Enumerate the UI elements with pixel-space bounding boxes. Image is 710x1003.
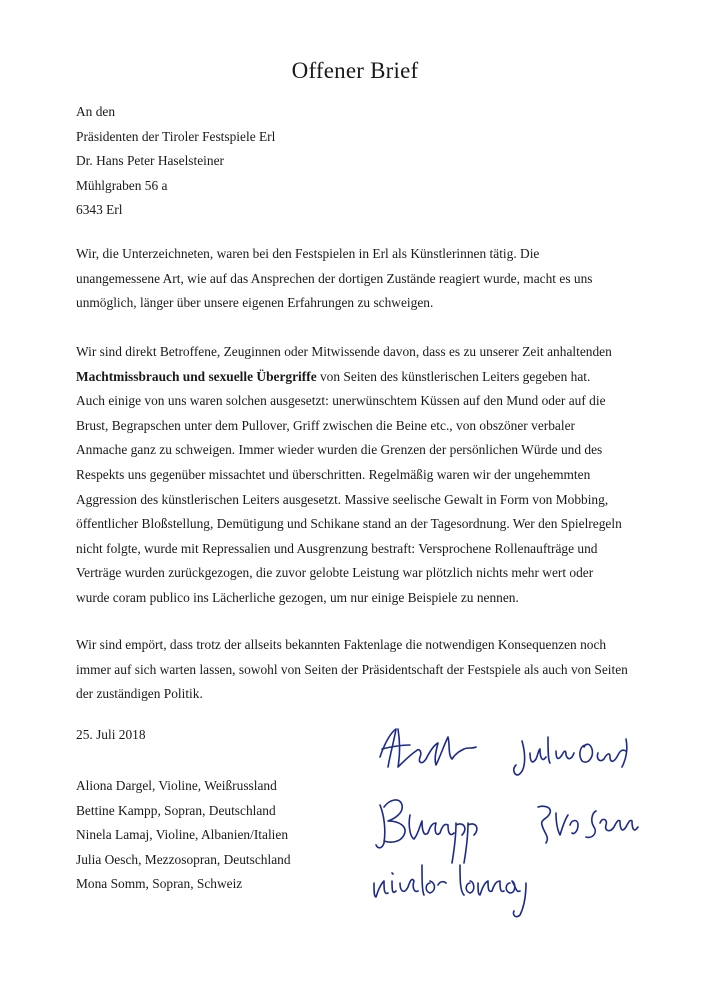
paragraph-abuse	[76, 340, 642, 611]
signer-line: Aliona Dargel, Violine, Weißrussland	[76, 778, 277, 793]
signature-somm	[538, 806, 638, 843]
signer-list	[76, 774, 291, 897]
address-line: Mühlgraben 56 a	[76, 177, 168, 193]
signature-lamaj	[374, 865, 526, 917]
text-line: unangemessene Art, wie auf das Ansprechen der dortigen Zustände reagiert wurde, macht es uns	[76, 270, 593, 286]
text-line: der zuständigen Politik.	[76, 686, 203, 702]
text-line: Aggression des künstlerischen Leiters ausgesetzt. Massive seelische Gewalt in Form von Mobbing,	[76, 491, 609, 507]
address-line: Präsidenten der Tiroler Festspiele Erl	[76, 128, 276, 144]
handwritten-signatures	[360, 715, 650, 930]
signature-oesch	[514, 737, 627, 775]
recipient-address	[76, 100, 642, 223]
paragraph-outrage	[76, 633, 642, 707]
signature-dargel	[380, 729, 476, 767]
text-line: Verträge wurden zurückgezogen, die zuvor gelobte Leistung war plötzlich nichts mehr wert oder	[76, 565, 594, 581]
text-line	[76, 365, 642, 390]
text-line: Auch einige von uns waren solchen ausgesetzt: unerwünschtem Küssen auf den Mund oder auf die	[76, 393, 606, 409]
letter-date: 25. Juli 2018	[76, 727, 146, 742]
bold-phrase: Machtmissbrauch und sexuelle Übergriffe	[76, 368, 317, 384]
text-line: unmöglich, länger über unsere eigenen Erfahrungen zu schweigen.	[76, 295, 434, 311]
text-line: öffentlicher Bloßstellung, Demütigung und Schikane stand an der Tagesordnung. Wer den Spielregeln	[76, 516, 622, 532]
signature-kampp	[376, 800, 477, 863]
text-line: Wir sind empört, dass trotz der allseits bekannten Faktenlage die notwendigen Konsequenzen noch	[76, 637, 607, 652]
signatures-svg	[360, 715, 650, 930]
text-line: nicht folgte, wurde mit Repressalien und Ausgrenzung bestraft: Versprochene Rollenaufträge und	[76, 540, 598, 556]
paragraph-intro	[76, 242, 642, 316]
signer-line: Ninela Lamaj, Violine, Albanien/Italien	[76, 827, 289, 843]
address-line: Dr. Hans Peter Haselsteiner	[76, 153, 224, 169]
text-line: Anmache ganz zu schweigen. Immer wieder wurden die Grenzen der persönlichen Würde und des	[76, 442, 603, 458]
text-line: Respekts uns gegenüber missachtet und überschritten. Regelmäßig waren wir der ungehemmten	[76, 466, 591, 482]
signer-line: Bettine Kampp, Sopran, Deutschland	[76, 802, 276, 818]
text-line: immer auf sich warten lassen, sowohl von Seiten der Präsidentschaft der Festspiele als auch von Seiten	[76, 661, 628, 677]
text-line: Wir sind direkt Betroffene, Zeuginnen oder Mitwissende davon, dass es zu unserer Zeit anhaltenden	[76, 344, 612, 359]
letter-title: Offener Brief	[291, 58, 419, 83]
signer-line: Julia Oesch, Mezzosopran, Deutschland	[76, 851, 291, 867]
text-line: Wir, die Unterzeichneten, waren bei den Festspielen in Erl als Künstlerinnen tätig. Die	[76, 246, 540, 261]
address-line: 6343 Erl	[76, 202, 123, 218]
text-line: wurde coram publico ins Lächerliche gezogen, um nur einige Beispiele zu nennen.	[76, 589, 519, 605]
address-line: An den	[76, 104, 116, 119]
text-fragment: von Seiten des künstlerischen Leiters gegeben hat.	[316, 368, 591, 384]
text-line: Brust, Begrapschen unter dem Pullover, Griff zwischen die Beine etc., von obszöner verbaler	[76, 417, 575, 433]
signer-line: Mona Somm, Sopran, Schweiz	[76, 876, 243, 892]
